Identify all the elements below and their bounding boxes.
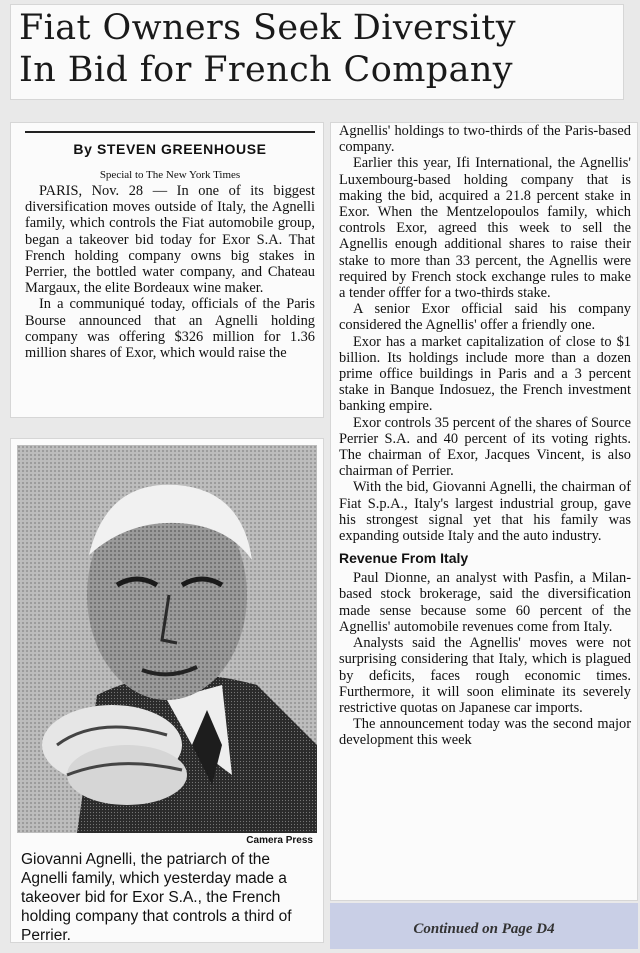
paragraph-11: The announcement today was the second major development this week xyxy=(339,716,631,749)
continued-link[interactable]: Continued on Page D4 xyxy=(330,903,638,949)
paragraph-10: Analysts said the Agnellis' moves were not surprising considering that Italy, which is plagued by deficits, faces rough economic times. Furthermore, it will soon eliminate its severely restrictive quotas on Japanese car imports. xyxy=(339,635,631,716)
byline: By STEVEN GREENHOUSE xyxy=(25,131,315,157)
headline-line-2: In Bid for French Company xyxy=(19,50,513,90)
portrait-photo xyxy=(17,445,317,833)
headline xyxy=(10,4,624,100)
paragraph-6: Exor has a market capitalization of close to $1 billion. Its holdings include more than a dozen prime office buildings in Paris and a 3 percent stake in Banque Indosuez, the French investment banking empire. xyxy=(339,333,631,415)
headline-line-1: Fiat Owners Seek Diversity xyxy=(19,8,516,48)
paragraph-5: A senior Exor official said his company considered the Agnellis' offer a friendly one. xyxy=(339,301,631,334)
photo-caption: Giovanni Agnelli, the patriarch of the Agnelli family, which yesterday made a takeover bid for Exor S.A., the French holding company that controls a third of Perrier. xyxy=(21,851,292,944)
paragraph-8: With the bid, Giovanni Agnelli, the chairman of Fiat S.p.A., Italy's largest industrial group, gave his strongest signal yet that his family was expanding outside Italy and the auto industry. xyxy=(339,479,631,545)
paragraph-3: Agnellis' holdings to two-thirds of the Paris-based company. xyxy=(339,123,631,156)
subhead: Revenue From Italy xyxy=(339,550,469,567)
photo-credit: Camera Press xyxy=(246,835,313,846)
paragraph-4: Earlier this year, Ifi International, the Agnellis' Luxembourg-based holding company that is making the bid, acquired a 21.8 percent stake in Exor. When the Mentzelopoulos family, which controls Exor, agreed this week to sell the Agnellis enough additional shares to raise their stake to more than 33 percent, the Agnellis were required by French stock exchange rules to make a tender offfer for a two-thirds stake. xyxy=(339,155,631,302)
article-column-left xyxy=(10,122,324,418)
paragraph-9: Paul Dionne, an analyst with Pasfin, a Milan-based stock brokerage, said the diversification made sense because some 60 percent of the Agnellis' automobile revenues come from Italy. xyxy=(339,570,631,635)
article-column-right xyxy=(330,122,638,901)
paragraph-7: Exor controls 35 percent of the shares of Source Perrier S.A. and 40 percent of its voting rights. The chairman of Exor, Jacques Vincent, is also chairman of Perrier. xyxy=(339,414,631,480)
photo-panel xyxy=(10,438,324,943)
paragraph-1: PARIS, Nov. 28 — In one of its biggest diversification moves outside of Italy, the Agnelli family, which controls the Fiat automobile group, began a takeover bid today for Exor S.A. That French holding company owns big stakes in Perrier, the bottled water company, and Chateau Margaux, the elite Bordeaux wine maker. xyxy=(25,183,315,297)
portrait-illustration xyxy=(17,445,317,833)
paragraph-2: In a communiqué today, officials of the Paris Bourse announced that an Agnelli holding company was offering $326 million for 1.36 million shares of Exor, which would raise the xyxy=(25,296,315,362)
special-note: Special to The New York Times xyxy=(99,169,241,181)
